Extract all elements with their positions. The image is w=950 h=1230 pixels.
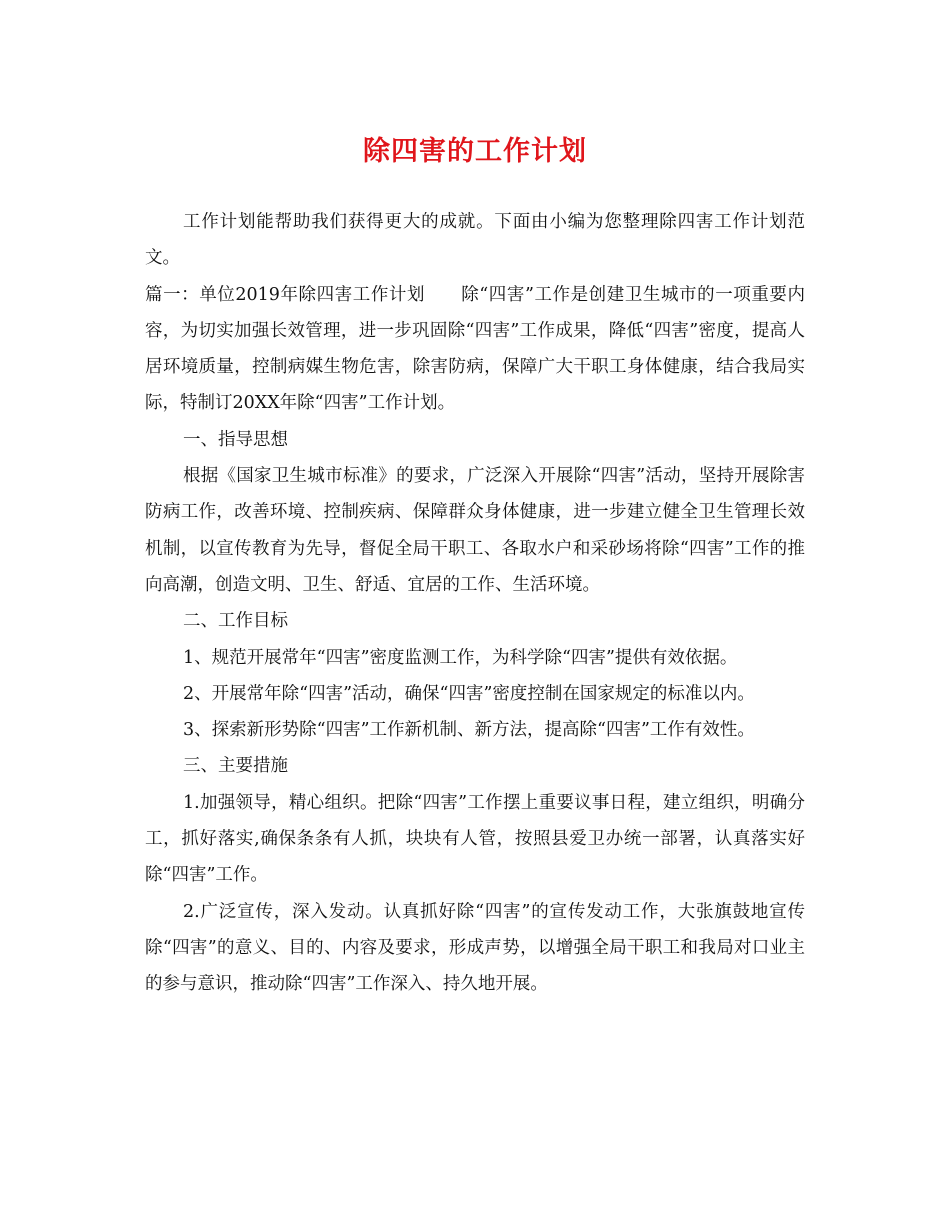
measure-item-1: 1.加强领导，精心组织。把除“四害”工作摆上重要议事日程，建立组织，明确分工，抓好落实,确保条条有人抓，块块有人管，按照县爱卫办统一部署，认真落实好除“四害”工作。 [145,792,805,886]
section-heading-work-goals: 二、工作目标 [183,611,288,632]
article-one-paragraph: 篇一：单位2019年除四害工作计划 除“四害”工作是创建卫生城市的一项重要内容，为切实加强长效管理，进一步巩固除“四害”工作成果，降低“四害”密度，提高人居环境质量，控制病媒生物危害，除害防病，保障广大干职工身体健康，结合我局实际，特制订20XX年除“四害”工作计划。 [145,284,805,414]
goal-item-2: 2、开展常年除“四害”活动，确保“四害”密度控制在国家规定的标准以内。 [183,683,755,704]
intro-paragraph: 工作计划能帮助我们获得更大的成就。下面由小编为您整理除四害工作计划范文。 [145,212,805,269]
measure-item-2: 2.广泛宣传，深入发动。认真抓好除“四害”的宣传发动工作，大张旗鼓地宣传除“四害”的意义、目的、内容及要求，形成声势，以增强全局干职工和我局对口业主的参与意识，推动除“四害”工作深入、持久地开展。 [145,901,805,995]
section-heading-guiding-thought: 一、指导思想 [183,429,288,450]
goal-item-1: 1、规范开展常年“四害”密度监测工作，为科学除“四害”提供有效依据。 [183,647,738,668]
goal-item-3: 3、探索新形势除“四害”工作新机制、新方法，提高除“四害”工作有效性。 [183,720,755,741]
section-heading-main-measures: 三、主要措施 [183,756,288,777]
guiding-thought-paragraph: 根据《国家卫生城市标准》的要求，广泛深入开展除“四害”活动，坚持开展除害防病工作，改善环境、控制疾病、保障群众身体健康，进一步建立健全卫生管理长效机制，以宣传教育为先导，督促全局干职工、各取水户和采砂场将除“四害”工作的推向高潮，创造文明、卫生、舒适、宜居的工作、生活环境。 [145,466,805,595]
document-body [145,204,805,1003]
document-title: 除四害的工作计划 [363,136,587,167]
